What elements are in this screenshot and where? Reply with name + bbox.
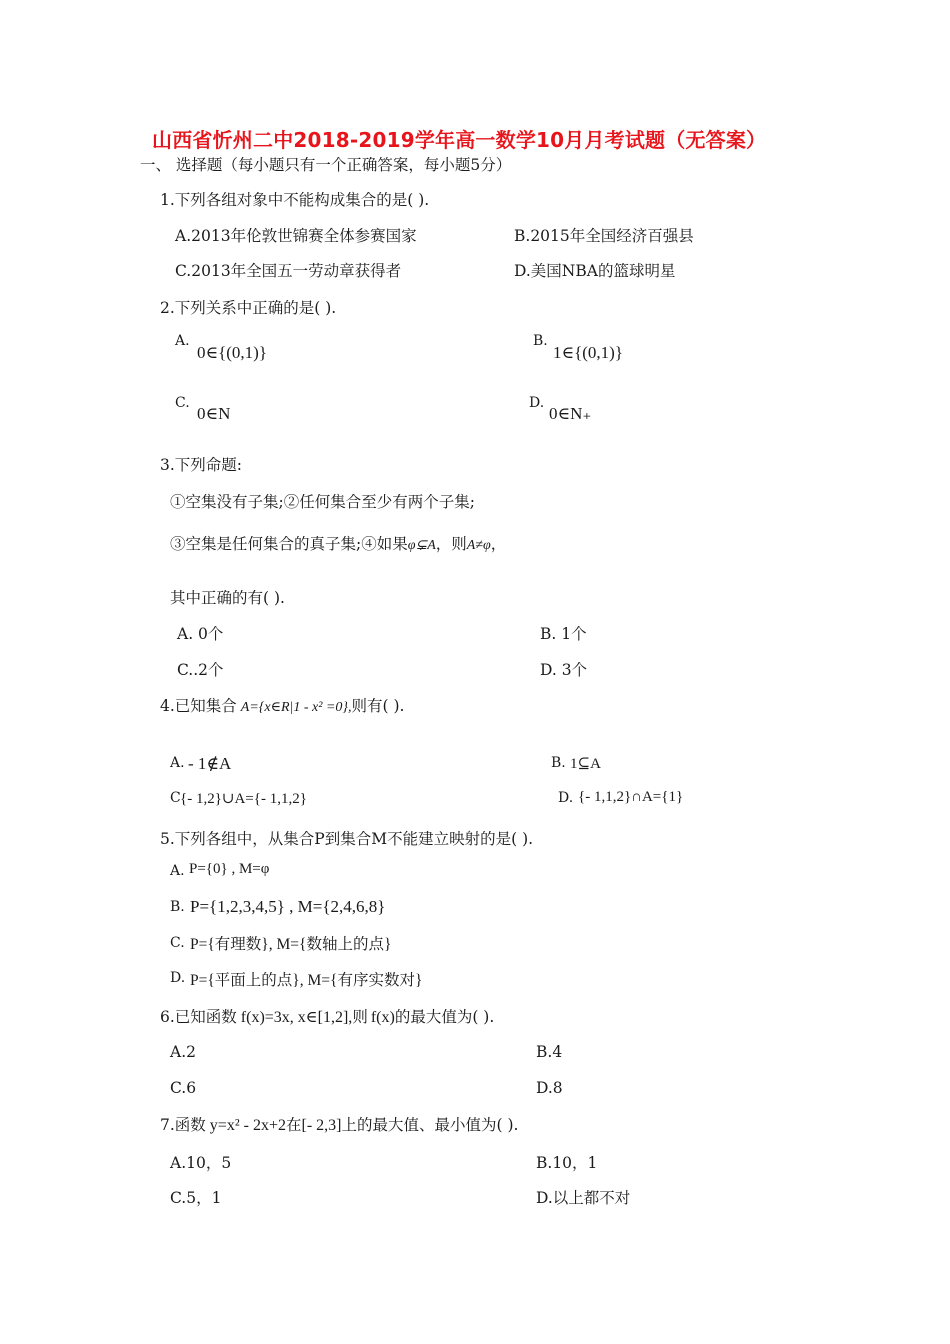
question-7-stem — [160, 1113, 518, 1135]
question-2-option-d-label: D. — [529, 395, 545, 411]
question-6-option-b: B.4 — [536, 1043, 563, 1061]
question-3-math-2: A≠φ — [466, 538, 491, 553]
question-6-function-expression: f(x)=3x, x∈[1,2], — [240, 1009, 353, 1026]
question-5-option-a-math: P={0} , M=φ — [189, 861, 270, 877]
question-5-stem: 5.下列各组中，从集合P到集合M不能建立映射的是( ). — [160, 830, 534, 848]
question-5-option-c-label: C. — [170, 935, 185, 951]
question-4-stem-post: 则有( ). — [351, 697, 405, 715]
question-5-option-c-math: P={有理数}, M={数轴上的点} — [190, 936, 392, 953]
question-3-stem: 3.下列命题: — [160, 456, 243, 474]
question-3-math-1: φ⊊A — [407, 538, 436, 553]
question-1-option-b: B.2015年全国经济百强县 — [514, 227, 694, 245]
question-2-option-c-label: C. — [175, 395, 190, 411]
question-1-option-d: D.美国NBA的篮球明星 — [514, 262, 676, 280]
question-4-option-d-math: {- 1,1,2}∩A={1} — [578, 789, 684, 805]
question-2-option-d-math: 0∈N₊ — [549, 404, 592, 423]
question-4-option-b-math: 1⊆A — [570, 756, 601, 772]
question-1-option-a: A.2013年伦敦世锦赛全体参赛国家 — [175, 227, 417, 245]
question-2-option-a-label: A. — [175, 333, 190, 349]
question-5-option-a-label: A. — [170, 863, 185, 879]
question-7-option-b: B.10，1 — [536, 1154, 598, 1172]
question-1-stem: 1.下列各组对象中不能构成集合的是( ). — [160, 191, 430, 209]
question-4-option-a-label: A. — [170, 755, 185, 771]
question-4-option-c-label: C — [170, 790, 181, 806]
question-3-statement-2-text: ③空集是任何集合的真子集;④如果 — [170, 535, 408, 553]
question-4-option-d-label: D. — [558, 790, 574, 806]
question-3-prompt: 其中正确的有( ). — [170, 589, 285, 607]
question-7-option-d: D.以上都不对 — [536, 1189, 631, 1207]
question-7-stem-pre: 7.函数 — [160, 1116, 206, 1134]
question-7-stem-mid: 在 — [285, 1116, 302, 1134]
question-6-option-d: D.8 — [536, 1079, 563, 1097]
question-4-stem — [160, 694, 404, 716]
question-3-statement-1: ①空集没有子集;②任何集合至少有两个子集; — [170, 493, 475, 511]
question-6-option-c: C.6 — [170, 1079, 197, 1097]
question-3-option-d: D. 3个 — [540, 661, 588, 679]
question-3-statement-2-end: ， — [490, 535, 507, 553]
question-3-statement-2 — [170, 532, 506, 554]
page-title: 山西省忻州二中2018-2019学年高一数学10月月考试题（无答案） — [152, 128, 767, 152]
question-4-option-c-math: {- 1,2}∪A={- 1,1,2} — [180, 791, 307, 807]
question-4-stem-pre: 4.已知集合 — [160, 697, 237, 715]
question-6-function-name: f(x) — [370, 1009, 395, 1026]
question-2-option-b-label: B. — [533, 333, 548, 349]
question-3-option-a: A. 0个 — [177, 625, 224, 643]
question-6-stem-mid: 则 — [352, 1008, 368, 1026]
question-5-option-d-label: D. — [170, 970, 186, 986]
question-1-option-c: C.2013年全国五一劳动章获得者 — [175, 262, 402, 280]
question-2-option-a-math: 0∈{(0,1)} — [197, 343, 267, 362]
question-4-option-a-math: - 1∉A — [188, 754, 232, 773]
question-6-option-a: A.2 — [170, 1043, 196, 1061]
question-6-stem — [160, 1005, 494, 1027]
question-6-stem-post: 的最大值为( ). — [394, 1008, 495, 1026]
question-7-stem-post: 上的最大值、最小值为( ). — [341, 1116, 519, 1134]
question-2-option-b-math: 1∈{(0,1)} — [553, 343, 623, 362]
question-3-option-c: C..2个 — [177, 661, 224, 679]
question-7-option-c: C.5，1 — [170, 1189, 222, 1207]
question-5-option-b-label: B. — [170, 899, 185, 915]
question-3-option-b: B. 1个 — [540, 625, 587, 643]
question-4-set-expression: A={x∈R|1 - x² =0}, — [240, 700, 352, 715]
question-7-option-a: A.10，5 — [170, 1154, 232, 1172]
question-3-statement-2-mid: ，则 — [435, 535, 467, 553]
question-5-option-b-math: P={1,2,3,4,5} , M={2,4,6,8} — [190, 897, 386, 916]
question-6-stem-pre: 6.已知函数 — [160, 1008, 237, 1026]
section-heading: 一、 选择题（每小题只有一个正确答案，每小题5分） — [140, 156, 512, 174]
question-7-interval: [- 2,3] — [301, 1117, 342, 1134]
question-2-option-c-math: 0∈N — [197, 404, 231, 423]
question-7-function-expression: y=x² - 2x+2 — [209, 1117, 286, 1134]
question-4-option-b-label: B. — [551, 755, 566, 771]
question-2-stem: 2.下列关系中正确的是( ). — [160, 299, 337, 317]
question-5-option-d-math: P={平面上的点}, M={有序实数对} — [190, 972, 423, 989]
